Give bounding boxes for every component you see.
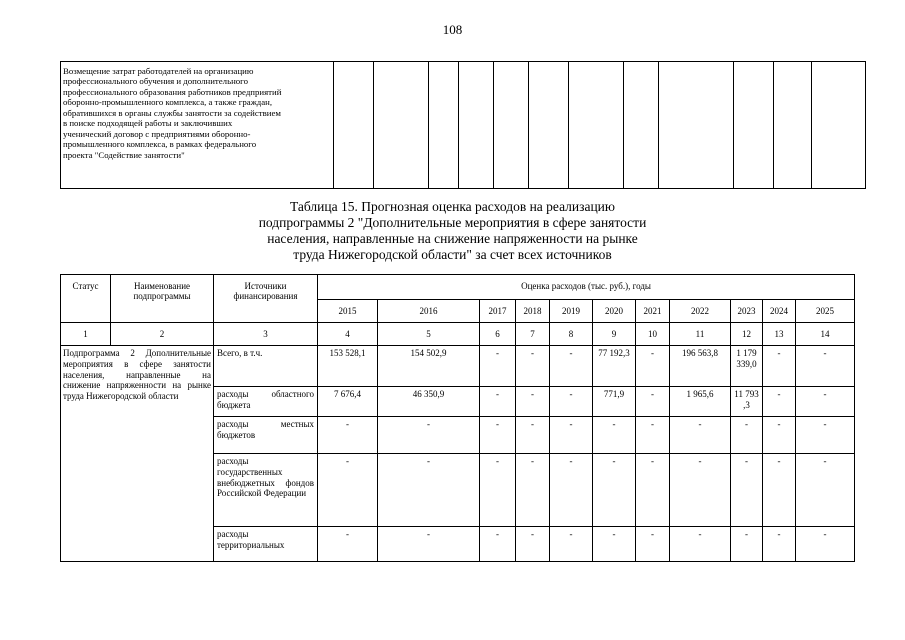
value-cell: - — [636, 346, 670, 387]
value-cell: 153 528,1 — [318, 346, 378, 387]
description-line: в поиске подходящей работы и заключивших — [63, 118, 233, 129]
value-cell: 1 179 339,0 — [731, 346, 763, 387]
column-number: 14 — [796, 323, 855, 346]
description-line: ученический договор с предприятиями оборонно- — [63, 128, 251, 139]
value-cell: - — [593, 417, 636, 454]
value-cell: - — [378, 454, 480, 527]
description-line: оборонно-промышленного комплекса, а также граждан, — [63, 97, 273, 108]
expense-forecast-table — [60, 274, 855, 562]
year-cell: 2025 — [796, 300, 855, 323]
table-row — [61, 346, 855, 387]
value-cell: - — [763, 454, 796, 527]
header-funding-sources: Источники финансирования — [214, 275, 318, 323]
value-cell: - — [796, 346, 855, 387]
value-cell: - — [796, 527, 855, 562]
funding-source: расходы территориальных — [214, 527, 318, 562]
table-title — [0, 199, 905, 263]
activity-description — [61, 62, 334, 189]
empty-cell — [459, 62, 494, 189]
empty-cell — [812, 62, 866, 189]
column-number: 7 — [516, 323, 550, 346]
value-cell: - — [731, 454, 763, 527]
value-cell: - — [763, 346, 796, 387]
empty-cell — [774, 62, 812, 189]
funding-source: расходы государственных внебюджетных фондов Российской Федерации — [214, 454, 318, 527]
column-number: 3 — [214, 323, 318, 346]
value-cell: - — [378, 527, 480, 562]
subprogram-name-cell: Подпрограмма 2 Дополнительные мероприятия в сфере занятости населения, направленные на снижение напряженности на рынке труда Нижегородской области — [61, 346, 214, 562]
value-cell: - — [763, 527, 796, 562]
year-cell: 2018 — [516, 300, 550, 323]
value-cell: - — [636, 527, 670, 562]
description-line: профессионального обучения и дополнительного — [63, 76, 248, 87]
year-cell: 2020 — [593, 300, 636, 323]
value-cell: 11 793 ,3 — [731, 387, 763, 417]
description-line: профессионального образования работников предприятий — [63, 86, 282, 97]
value-cell: - — [318, 417, 378, 454]
column-number: 11 — [670, 323, 731, 346]
page-number: 108 — [442, 22, 463, 37]
continuation-table — [60, 61, 866, 189]
description-line: Возмещение затрат работодателей на организацию — [63, 66, 254, 76]
value-cell: 771,9 — [593, 387, 636, 417]
empty-cell — [374, 62, 429, 189]
value-cell: - — [796, 454, 855, 527]
value-cell: - — [763, 417, 796, 454]
header-expense-estimate: Оценка расходов (тыс. руб.), годы — [318, 275, 855, 300]
column-number: 2 — [111, 323, 214, 346]
header-row — [61, 275, 855, 300]
value-cell: - — [550, 387, 593, 417]
empty-cell — [734, 62, 774, 189]
value-cell: - — [516, 417, 550, 454]
year-cell: 2016 — [378, 300, 480, 323]
year-cell: 2022 — [670, 300, 731, 323]
table-title-line: подпрограммы 2 "Дополнительные мероприятия в сфере занятости — [258, 214, 647, 230]
value-cell: - — [516, 527, 550, 562]
value-cell: - — [516, 387, 550, 417]
value-cell: - — [318, 454, 378, 527]
year-cell: 2019 — [550, 300, 593, 323]
empty-cell — [624, 62, 659, 189]
value-cell: 196 563,8 — [670, 346, 731, 387]
column-number: 1 — [61, 323, 111, 346]
value-cell: - — [516, 454, 550, 527]
value-cell: - — [480, 417, 516, 454]
column-number: 10 — [636, 323, 670, 346]
empty-cell — [429, 62, 459, 189]
year-cell: 2021 — [636, 300, 670, 323]
empty-cell — [494, 62, 529, 189]
value-cell: - — [550, 454, 593, 527]
value-cell: 46 350,9 — [378, 387, 480, 417]
value-cell: - — [480, 346, 516, 387]
year-cell: 2024 — [763, 300, 796, 323]
funding-source: Всего, в т.ч. — [214, 346, 318, 387]
funding-source: расходы областного бюджета — [214, 387, 318, 417]
description-line: промышленного комплекса, в рамках федерального — [63, 139, 257, 150]
empty-cell — [334, 62, 374, 189]
value-cell: - — [593, 527, 636, 562]
header-status: Статус — [61, 275, 111, 323]
column-number: 4 — [318, 323, 378, 346]
table-title-line: населения, направленные на снижение напряженности на рынке — [267, 230, 638, 246]
column-number-row — [61, 323, 855, 346]
column-number: 6 — [480, 323, 516, 346]
column-number: 12 — [731, 323, 763, 346]
header-subprogram-name: Наименование подпрограммы — [111, 275, 214, 323]
value-cell: - — [378, 417, 480, 454]
empty-cell — [659, 62, 734, 189]
continuation-row — [61, 62, 866, 189]
year-cell: 2023 — [731, 300, 763, 323]
column-number: 9 — [593, 323, 636, 346]
description-line: проекта "Содействие занятости" — [63, 149, 185, 160]
column-number: 8 — [550, 323, 593, 346]
empty-cell — [569, 62, 624, 189]
value-cell: - — [670, 527, 731, 562]
value-cell: - — [636, 454, 670, 527]
value-cell: - — [731, 417, 763, 454]
value-cell: - — [480, 527, 516, 562]
value-cell: 77 192,3 — [593, 346, 636, 387]
year-cell: 2017 — [480, 300, 516, 323]
value-cell: 1 965,6 — [670, 387, 731, 417]
value-cell: - — [480, 454, 516, 527]
value-cell: - — [796, 387, 855, 417]
value-cell: - — [480, 387, 516, 417]
value-cell: - — [318, 527, 378, 562]
year-cell: 2015 — [318, 300, 378, 323]
value-cell: - — [763, 387, 796, 417]
value-cell: 154 502,9 — [378, 346, 480, 387]
value-cell: - — [516, 346, 550, 387]
empty-cell — [529, 62, 569, 189]
table-title-line: Таблица 15. Прогнозная оценка расходов на реализацию — [290, 199, 615, 214]
value-cell: 7 676,4 — [318, 387, 378, 417]
value-cell: - — [731, 527, 763, 562]
value-cell: - — [636, 387, 670, 417]
value-cell: - — [796, 417, 855, 454]
value-cell: - — [550, 417, 593, 454]
value-cell: - — [670, 454, 731, 527]
value-cell: - — [636, 417, 670, 454]
value-cell: - — [670, 417, 731, 454]
value-cell: - — [593, 454, 636, 527]
table-title-line: труда Нижегородской области" за счет всех источников — [293, 246, 612, 262]
value-cell: - — [550, 527, 593, 562]
column-number: 13 — [763, 323, 796, 346]
funding-source: расходы местных бюджетов — [214, 417, 318, 454]
value-cell: - — [550, 346, 593, 387]
description-line: обратившихся в органы службы занятости за содействием — [63, 107, 281, 118]
column-number: 5 — [378, 323, 480, 346]
